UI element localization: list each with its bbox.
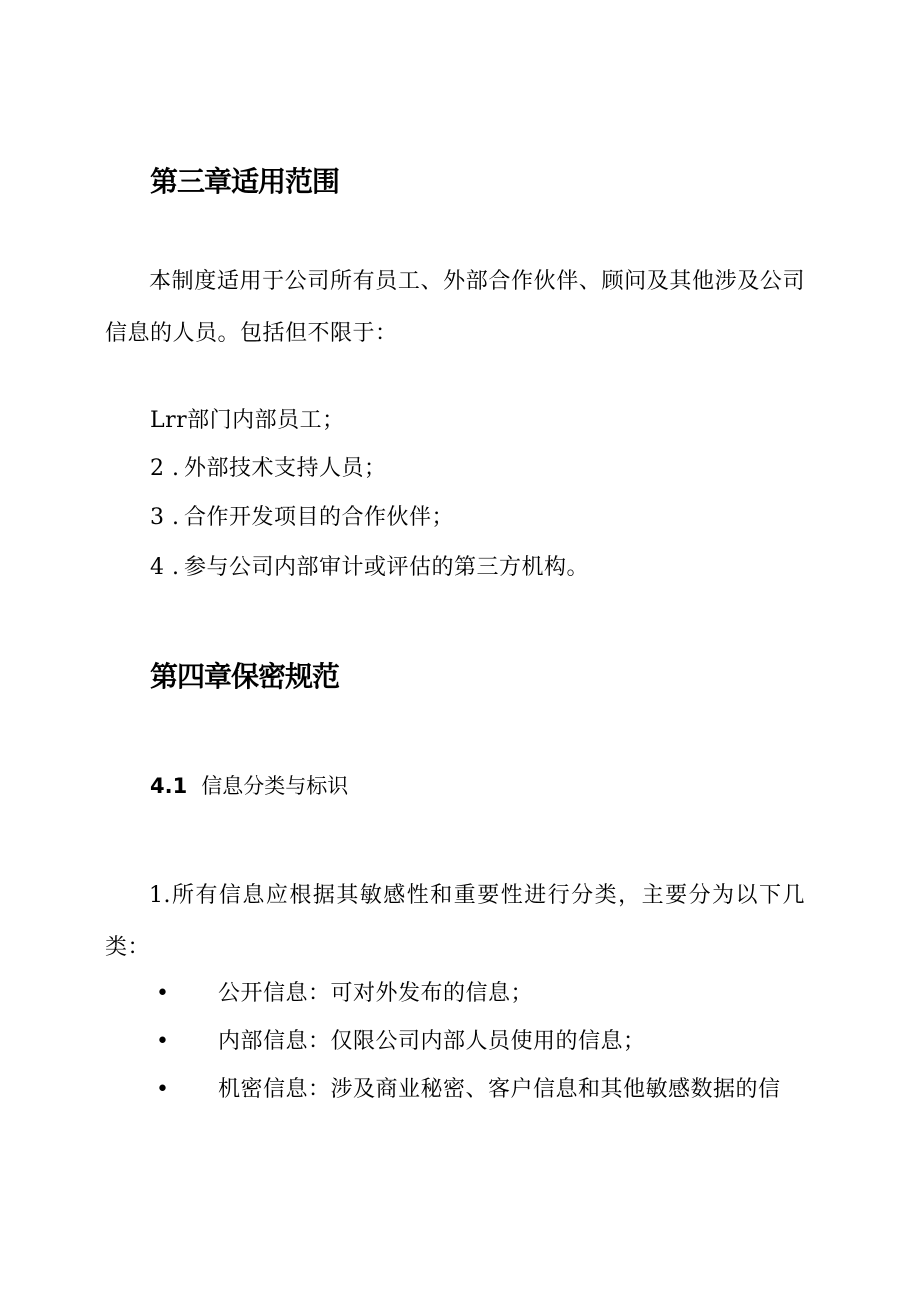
scope-item-4 — [150, 557, 589, 579]
scope-item-1 — [150, 410, 345, 432]
bullet-public-info — [150, 983, 533, 1005]
scope-item-2 — [150, 458, 387, 480]
bullet-text: 机密信息：涉及商业秘密、客户信息和其他敏感数据的信 — [218, 1077, 781, 1102]
bullet-internal-info — [150, 1031, 646, 1053]
scope-item-3-text: 合作开发项目的合作伙伴； — [184, 505, 455, 530]
scope-item-4-text: 参与公司内部审计或评估的第三方机构。 — [184, 555, 590, 580]
scope-item-2-text: 外部技术支持人员； — [184, 456, 387, 481]
bullet-text: 内部信息：仅限公司内部人员使用的信息； — [218, 1029, 646, 1054]
scope-item-3 — [150, 507, 454, 529]
scope-item-3-marker: 3 . — [150, 505, 180, 530]
section-4-1-heading — [150, 776, 348, 797]
section-title: 信息分类与标识 — [201, 774, 349, 798]
bullet-text: 公开信息：可对外发布的信息； — [218, 981, 534, 1006]
scope-item-1-text: Lrr部门内部员工； — [150, 408, 345, 433]
scope-item-2-marker: 2 . — [150, 456, 180, 481]
chapter-4-title: 第四章保密规范 — [150, 660, 340, 693]
bullet-dot: • — [156, 1077, 170, 1102]
chapter-3-title: 第三章适用范围 — [150, 165, 340, 198]
bullet-dot: • — [156, 981, 170, 1006]
chapter-3-intro: 本制度适用于公司所有员工、外部合作伙伴、顾问及其他涉及公司信息的人员。包括但不限于： — [105, 269, 805, 346]
bullet-confidential-info — [150, 1079, 781, 1101]
section-number: 4.1 — [150, 774, 188, 798]
classification-paragraph: 1.所有信息应根据其敏感性和重要性进行分类，主要分为以下几类： — [105, 883, 805, 960]
scope-item-4-marker: 4 . — [150, 555, 180, 580]
bullet-dot: • — [156, 1029, 170, 1054]
